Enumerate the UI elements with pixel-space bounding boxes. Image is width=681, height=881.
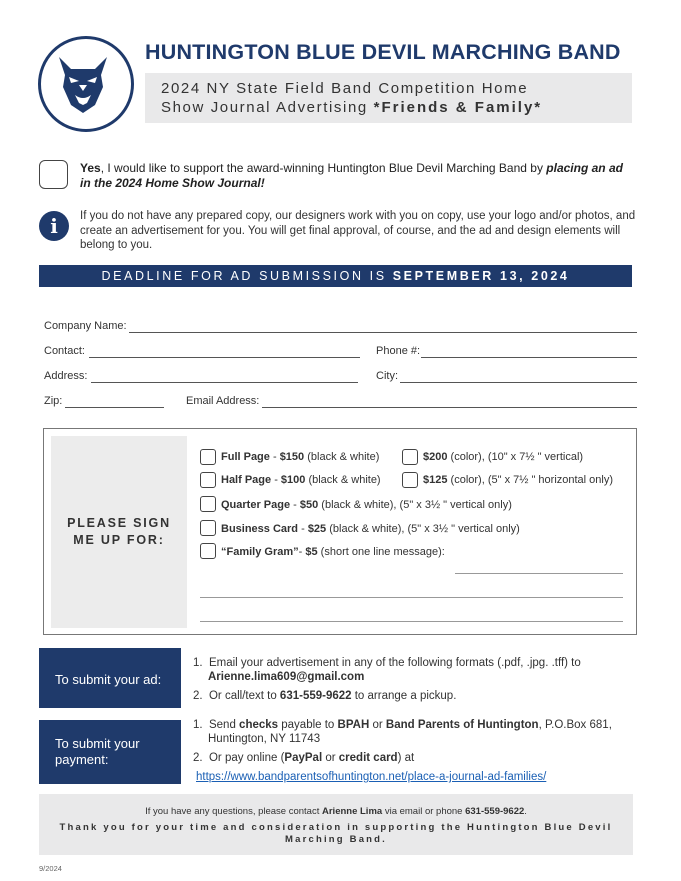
phone-label: Phone #: [376, 345, 421, 357]
option-color-200: $200 (color), (10" x 7½ " vertical) [423, 451, 584, 463]
option-family-gram: “Family Gram”- $5 (short one line message): [221, 546, 445, 558]
option-color-125: $125 (color), (5" x 7½ " horizontal only) [423, 474, 614, 486]
message-line-1[interactable] [200, 597, 623, 598]
zip-field[interactable] [65, 407, 164, 408]
subtitle-emphasis: *Friends & Family* [373, 99, 543, 116]
phone-field[interactable] [421, 357, 637, 358]
zip-label: Zip: [44, 395, 63, 407]
contact-field[interactable] [89, 357, 360, 358]
company-label: Company Name: [44, 320, 127, 332]
payment-link[interactable]: https://www.bandparentsofhuntington.net/place-a-journal-ad-families/ [196, 771, 547, 783]
business-card-checkbox[interactable] [200, 520, 216, 536]
info-text: If you do not have any prepared copy, our designers work with you on copy, use your logo and/or photos, and create an advertisement for you. You will get final approval, of course, and the ad and design elements will belong to you. [80, 210, 636, 251]
signup-label: PLEASE SIGN ME UP FOR: [67, 516, 171, 547]
subtitle-box [145, 73, 632, 123]
color-125-checkbox[interactable] [402, 472, 418, 488]
option-quarter-page: Quarter Page - $50 (black & white), (5" x 3½ " vertical only) [221, 499, 512, 511]
submit-payment-label-box [39, 720, 181, 784]
option-full-page: Full Page - $150 (black & white) [221, 451, 380, 463]
ad-phone[interactable]: 631-559-9622 [279, 690, 352, 702]
option-half-page: Half Page - $100 (black & white) [221, 474, 381, 486]
address-label: Address: [44, 370, 88, 382]
option-business-card: Business Card - $25 (black & white), (5" x 3½ " vertical only) [221, 523, 520, 535]
devil-face-icon [41, 39, 125, 123]
subtitle-line2: Show Journal Advertising *Friends & Family* [161, 99, 543, 116]
quarter-page-checkbox[interactable] [200, 496, 216, 512]
support-checkbox[interactable] [39, 160, 68, 189]
ad-email[interactable]: Arienne.lima609@gmail.com [208, 671, 365, 683]
footer-thanks: Thank you for your time and consideration in supporting the Huntington Blue Devil Marching Band. [59, 822, 613, 845]
footer-box [39, 794, 633, 855]
company-field[interactable] [129, 332, 637, 333]
submit-ad-steps: 1. Email your advertisement in any of the following formats (.pdf, .jpg. .tff) to Arienne.lima609@gmail.com 2. Or call/text to 631-559-9622 to arrange a pickup. [193, 657, 581, 702]
city-field[interactable] [400, 382, 637, 383]
email-label: Email Address: [186, 395, 260, 407]
submit-payment-steps: 1. Send checks payable to BPAH or Band Parents of Huntington, P.O.Box 681, Huntington, NY 11743 2. Or pay online (PayPal or credit card) at [193, 719, 612, 764]
submit-payment-label: To submit your payment: [55, 736, 140, 767]
email-field[interactable] [262, 407, 637, 408]
deadline-banner: DEADLINE FOR AD SUBMISSION IS SEPTEMBER 13, 2024 [39, 265, 632, 287]
city-label: City: [376, 370, 398, 382]
footer-questions: If you have any questions, please contact Arienne Lima via email or phone 631-559-9622. [145, 806, 527, 817]
subtitle-line1: 2024 NY State Field Band Competition Home [161, 80, 529, 97]
submit-ad-label: To submit your ad: [55, 672, 162, 687]
blue-devil-logo [38, 36, 134, 132]
half-page-checkbox[interactable] [200, 472, 216, 488]
submit-ad-label-box [39, 648, 181, 708]
contact-label: Contact: [44, 345, 85, 357]
family-gram-line[interactable] [455, 573, 623, 574]
page-title: HUNTINGTON BLUE DEVIL MARCHING BAND [145, 40, 621, 64]
address-field[interactable] [91, 382, 358, 383]
full-page-checkbox[interactable] [200, 449, 216, 465]
family-gram-checkbox[interactable] [200, 543, 216, 559]
date-code: 9/2024 [39, 864, 62, 873]
color-200-checkbox[interactable] [402, 449, 418, 465]
message-line-2[interactable] [200, 621, 623, 622]
support-text: Yes, I would like to support the award-winning Huntington Blue Devil Marching Band by placing an ad in the 2024 Home Show Journal! [80, 161, 623, 190]
info-icon: i [39, 211, 69, 241]
